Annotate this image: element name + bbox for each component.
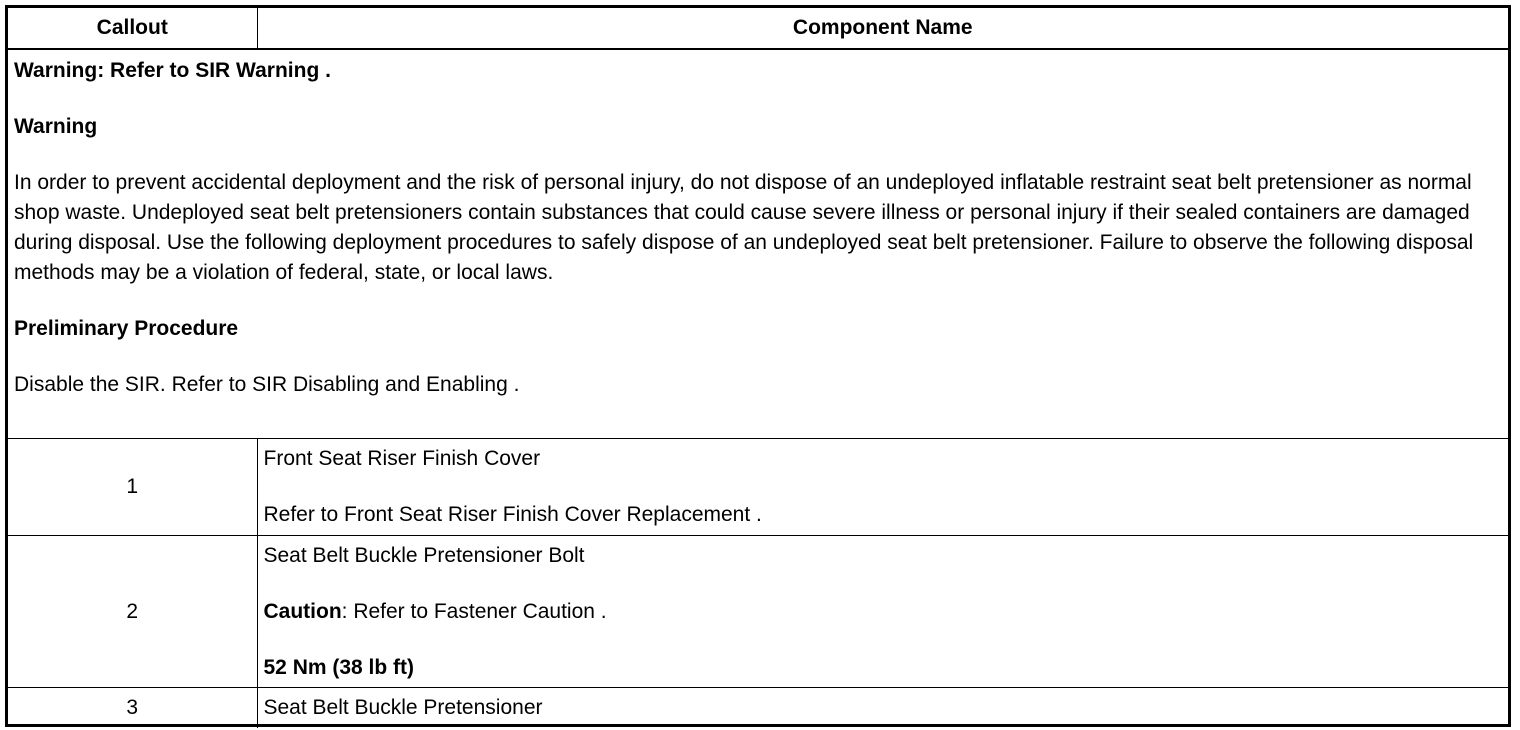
callout-number: 3	[8, 688, 257, 729]
warning-text: In order to prevent accidental deployment and the risk of personal injury, do not dispose of an undeployed inflatable restraint seat belt pretensioner as normal shop waste. Undeployed seat belt pretensioners contain substances that could cause severe illness or personal injury if their sealed containers are damaged during disposal. Use the following deployment procedures to safely dispose of an undeployed seat belt pretensioner. Failure to observe the following disposal methods may be a violation of federal, state, or local laws.	[14, 171, 1474, 284]
component-name: Seat Belt Buckle Pretensioner Bolt	[263, 543, 585, 567]
component-cell	[257, 688, 1508, 729]
warning-heading: Warning	[14, 115, 98, 138]
callout-column-header: Callout	[8, 8, 257, 49]
torque-spec: 52 Nm (38 lb ft)	[263, 655, 415, 679]
component-name: Front Seat Riser Finish Cover	[263, 447, 541, 470]
callout-number: 2	[8, 536, 257, 688]
component-note: Refer to Front Seat Riser Finish Cover Replacement .	[263, 503, 762, 526]
component-table	[8, 8, 1508, 728]
component-table-frame	[5, 5, 1511, 727]
table-header-row	[8, 8, 1508, 49]
warning-reference: Warning: Refer to SIR Warning .	[14, 59, 331, 82]
table-row	[8, 439, 1508, 536]
table-row	[8, 536, 1508, 688]
procedure-text: Disable the SIR. Refer to SIR Disabling and Enabling .	[14, 373, 520, 396]
caution-line	[264, 597, 1503, 627]
caution-text: : Refer to Fastener Caution .	[341, 599, 607, 623]
component-cell	[257, 536, 1508, 688]
intro-cell	[8, 49, 1508, 439]
intro-row	[8, 49, 1508, 439]
component-name-column-header: Component Name	[257, 8, 1508, 49]
component-name: Seat Belt Buckle Pretensioner	[263, 696, 543, 719]
callout-number: 1	[8, 439, 257, 536]
component-cell	[257, 439, 1508, 536]
caution-label: Caution	[263, 599, 342, 623]
table-row	[8, 688, 1508, 729]
procedure-heading: Preliminary Procedure	[14, 317, 239, 340]
